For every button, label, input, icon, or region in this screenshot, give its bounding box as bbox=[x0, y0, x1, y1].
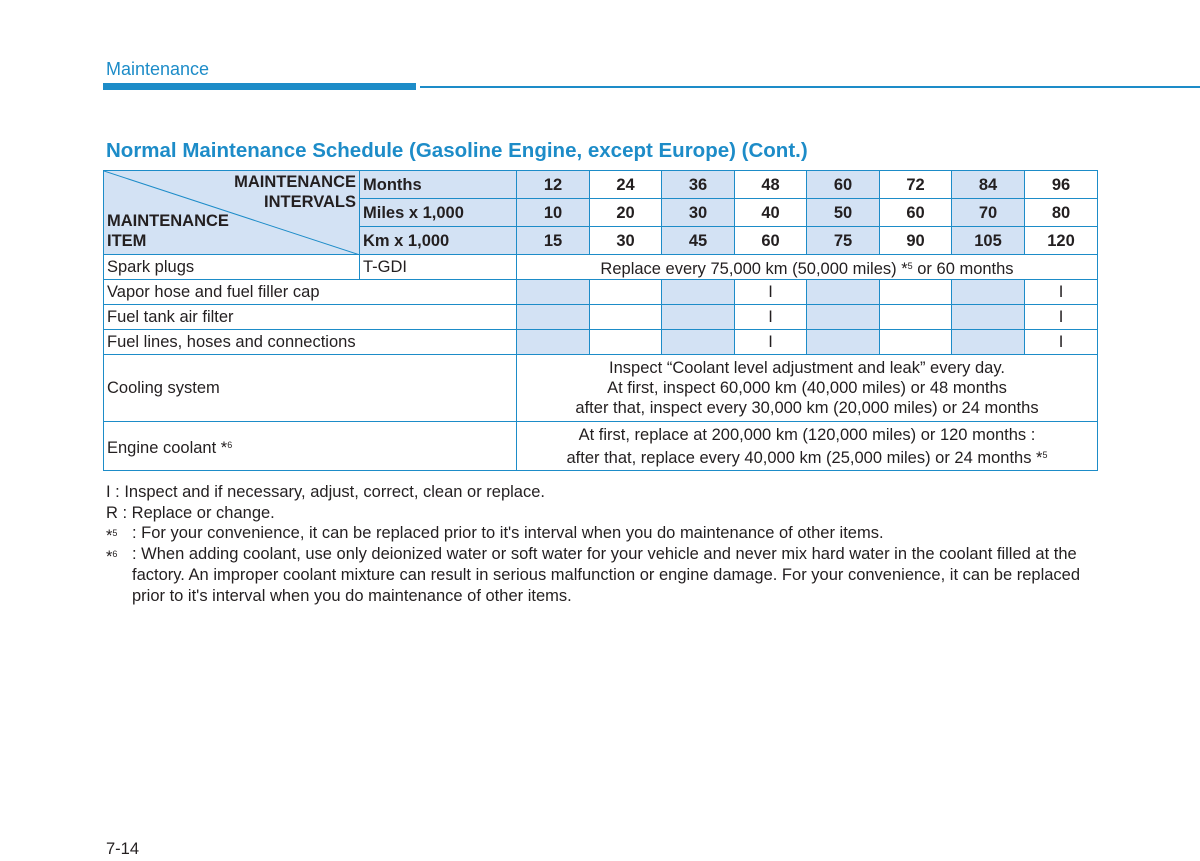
item-name: Vapor hose and fuel filler cap bbox=[104, 280, 517, 305]
schedule-text-line bbox=[520, 445, 1094, 468]
interval-value: 30 bbox=[662, 199, 735, 227]
item-name: Fuel tank air filter bbox=[104, 305, 517, 330]
corner-item-label bbox=[107, 211, 229, 251]
schedule-cell bbox=[662, 330, 735, 355]
interval-value: 50 bbox=[807, 199, 880, 227]
table-corner-header bbox=[104, 171, 360, 255]
schedule-cell bbox=[517, 330, 590, 355]
interval-value: 80 bbox=[1025, 199, 1098, 227]
footnote-item bbox=[106, 544, 1096, 606]
table-row bbox=[104, 255, 1098, 280]
table-row bbox=[104, 330, 1098, 355]
footnote-text: : For your convenience, it can be replaced prior to it's interval when you do maintenance of other items. bbox=[132, 524, 884, 543]
interval-value: 40 bbox=[735, 199, 807, 227]
interval-value: 10 bbox=[517, 199, 590, 227]
schedule-text bbox=[517, 422, 1098, 471]
interval-value: 60 bbox=[880, 199, 952, 227]
interval-value: 90 bbox=[880, 227, 952, 255]
schedule-cell bbox=[590, 305, 662, 330]
legend-item: I : Inspect and if necessary, adjust, correct, clean or replace. bbox=[106, 483, 545, 501]
schedule-cell: I bbox=[735, 305, 807, 330]
interval-row-months bbox=[104, 171, 1098, 199]
schedule-text-part: or 60 months bbox=[912, 259, 1014, 278]
footnote-ref: 5 bbox=[907, 260, 913, 271]
interval-value: 70 bbox=[952, 199, 1025, 227]
footnotes bbox=[106, 482, 1096, 606]
interval-label: Km x 1,000 bbox=[360, 227, 517, 255]
table-row bbox=[104, 422, 1098, 471]
table-row bbox=[104, 355, 1098, 422]
schedule-cell bbox=[807, 305, 880, 330]
schedule-cell: I bbox=[1025, 305, 1098, 330]
section-label: Maintenance bbox=[106, 59, 210, 79]
schedule-cell bbox=[590, 330, 662, 355]
footnote-text: : When adding coolant, use only deionized water or soft water for your vehicle and never mix hard water in the coolant filled at the factory. An improper coolant mixture can result in serious malfunction or engine damage. For your convenience, it can be replaced prior to it's interval when you do maintenance of other items. bbox=[132, 545, 1081, 605]
schedule-text-line: At first, inspect 60,000 km (40,000 miles) or 48 months bbox=[607, 379, 1007, 397]
schedule-cell bbox=[952, 305, 1025, 330]
schedule-cell bbox=[880, 330, 952, 355]
footnote-number: 6 bbox=[112, 549, 118, 560]
interval-value: 15 bbox=[517, 227, 590, 255]
interval-value: 24 bbox=[590, 171, 662, 199]
interval-value: 60 bbox=[735, 227, 807, 255]
schedule-cell bbox=[590, 280, 662, 305]
schedule-cell bbox=[662, 280, 735, 305]
interval-value: 48 bbox=[735, 171, 807, 199]
page-title: Normal Maintenance Schedule (Gasoline Engine, except Europe) (Cont.) bbox=[106, 139, 808, 162]
item-name-text: Engine coolant * bbox=[107, 438, 228, 457]
interval-value: 20 bbox=[590, 199, 662, 227]
schedule-text-line: At first, replace at 200,000 km (120,000 miles) or 120 months : bbox=[578, 425, 1036, 444]
legend-item: R : Replace or change. bbox=[106, 503, 275, 522]
section-rule-thick bbox=[103, 83, 416, 90]
footnote-ref: 5 bbox=[1042, 449, 1048, 460]
page-number: 7-14 bbox=[106, 840, 140, 858]
schedule-cell bbox=[952, 280, 1025, 305]
item-name: Fuel lines, hoses and connections bbox=[104, 330, 517, 355]
interval-value: 45 bbox=[662, 227, 735, 255]
schedule-text-line: after that, inspect every 30,000 km (20,000 miles) or 24 months bbox=[575, 399, 1039, 417]
interval-value: 36 bbox=[662, 171, 735, 199]
corner-intervals-line2: INTERVALS bbox=[264, 193, 356, 211]
footnote-asterisk: * bbox=[106, 548, 113, 567]
interval-label: Months bbox=[360, 171, 517, 199]
corner-intervals-line1: MAINTENANCE bbox=[234, 173, 356, 191]
schedule-cell bbox=[517, 305, 590, 330]
footnote-asterisk: * bbox=[106, 527, 113, 546]
schedule-cell: I bbox=[735, 330, 807, 355]
schedule-cell bbox=[517, 280, 590, 305]
schedule-cell bbox=[880, 280, 952, 305]
footnote-item bbox=[106, 523, 1096, 544]
schedule-cell bbox=[807, 280, 880, 305]
corner-item-line2: ITEM bbox=[107, 232, 147, 250]
footnote-marker bbox=[106, 544, 117, 568]
item-name: Cooling system bbox=[104, 355, 517, 422]
interval-value: 105 bbox=[952, 227, 1025, 255]
table-row bbox=[104, 280, 1098, 305]
maintenance-schedule-table bbox=[103, 170, 1098, 471]
item-name bbox=[104, 422, 517, 471]
interval-value: 60 bbox=[807, 171, 880, 199]
interval-value: 96 bbox=[1025, 171, 1098, 199]
section-rule-thin bbox=[420, 86, 1200, 88]
schedule-text-part: Replace every 75,000 km (50,000 miles) * bbox=[600, 259, 908, 278]
footnote-number: 5 bbox=[112, 528, 118, 539]
schedule-cell bbox=[880, 305, 952, 330]
interval-value: 75 bbox=[807, 227, 880, 255]
schedule-text bbox=[517, 355, 1098, 422]
schedule-cell bbox=[807, 330, 880, 355]
schedule-cell bbox=[952, 330, 1025, 355]
table-row bbox=[104, 305, 1098, 330]
schedule-cell bbox=[662, 305, 735, 330]
corner-intervals-label bbox=[234, 172, 356, 212]
schedule-cell: I bbox=[1025, 330, 1098, 355]
interval-value: 72 bbox=[880, 171, 952, 199]
schedule-text bbox=[517, 255, 1098, 280]
interval-label: Miles x 1,000 bbox=[360, 199, 517, 227]
interval-value: 84 bbox=[952, 171, 1025, 199]
schedule-cell: I bbox=[1025, 280, 1098, 305]
interval-value: 120 bbox=[1025, 227, 1098, 255]
corner-item-line1: MAINTENANCE bbox=[107, 212, 229, 230]
schedule-cell: I bbox=[735, 280, 807, 305]
interval-value: 12 bbox=[517, 171, 590, 199]
item-type: T-GDI bbox=[360, 255, 517, 280]
schedule-text-part: after that, replace every 40,000 km (25,000 miles) or 24 months * bbox=[566, 448, 1043, 467]
item-name: Spark plugs bbox=[104, 255, 360, 280]
interval-value: 30 bbox=[590, 227, 662, 255]
schedule-text-line: Inspect “Coolant level adjustment and leak” every day. bbox=[609, 359, 1005, 377]
footnote-ref: 6 bbox=[227, 439, 233, 450]
